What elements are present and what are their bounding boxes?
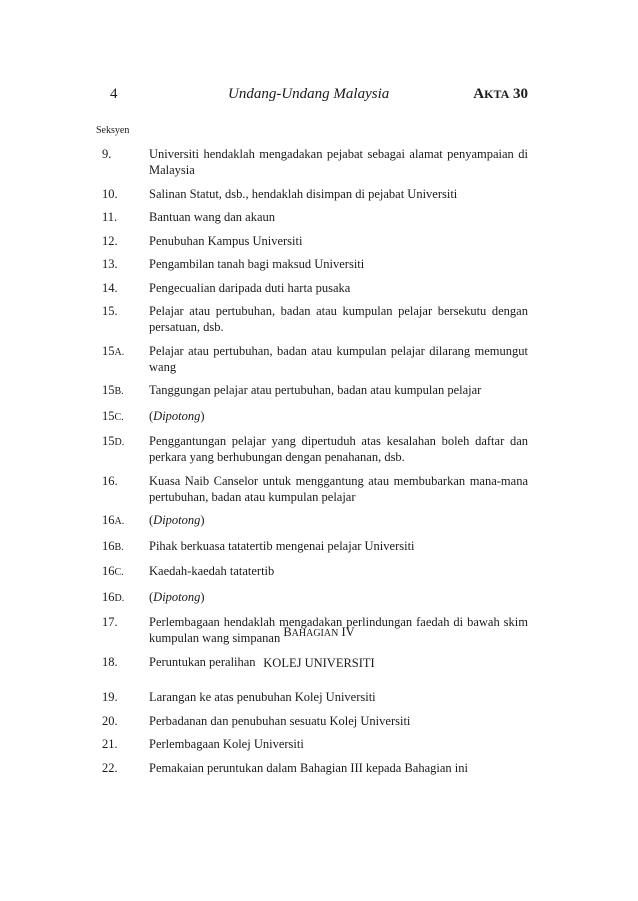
- section-title: (Dipotong): [149, 408, 205, 423]
- section-number: 15A.: [102, 343, 125, 358]
- section-title: Pelajar atau pertubuhan, badan atau kumpulan pelajar dilarang memungut wang: [149, 343, 528, 374]
- section-title: Salinan Statut, dsb., hendaklah disimpan di pejabat Universiti: [149, 186, 458, 201]
- section-number: 14.: [102, 280, 118, 295]
- section-title: (Dipotong): [149, 513, 205, 527]
- section-entry: [96, 280, 528, 296]
- section-number: 13.: [102, 257, 118, 271]
- section-title: Kaedah-kaedah tatatertib: [149, 564, 275, 578]
- section-entry: [96, 303, 528, 335]
- section-title: Perlembagaan Kolej Universiti: [149, 737, 304, 751]
- section-number: 20.: [102, 713, 118, 728]
- page-header: [110, 86, 528, 106]
- section-number: 22.: [102, 760, 118, 775]
- seksyen-label: Seksyen: [96, 125, 130, 136]
- act-number: AKTA 30: [473, 86, 528, 102]
- section-list-part4: [96, 689, 528, 783]
- section-number: 17.: [102, 615, 118, 629]
- section-number: 21.: [102, 737, 118, 751]
- section-title: Perlembagaan hendaklah mengadakan perlindungan faedah di bawah skim kumpulan wang simpanan: [149, 615, 528, 645]
- section-number: 9.: [102, 147, 112, 161]
- section-number: 15D.: [102, 434, 125, 448]
- section-title: Pelajar atau pertubuhan, badan atau kumpulan pelajar bersekutu dengan persatuan, dsb.: [149, 304, 528, 334]
- section-number: 10.: [102, 186, 118, 201]
- section-number: 16A.: [102, 513, 125, 527]
- part-title: KOLEJ UNIVERSITI: [263, 656, 375, 670]
- section-title: Peruntukan peralihan: [149, 654, 256, 669]
- section-entry: [96, 473, 528, 505]
- section-title: (Dipotong): [149, 589, 205, 604]
- section-entry: [96, 736, 528, 752]
- section-list: [96, 146, 528, 677]
- section-title: Penggantungan pelajar yang dipertuduh atas kesalahan boleh daftar dan perkara yang berhubungan dengan penahanan, dsb.: [149, 434, 528, 464]
- section-title: Perbadanan dan penubuhan sesuatu Kolej Universiti: [149, 713, 411, 728]
- section-entry: [96, 186, 528, 202]
- section-entry: [96, 146, 528, 178]
- act-title: Undang-Undang Malaysia: [228, 86, 390, 102]
- section-number: 18.: [102, 654, 118, 669]
- section-number: 19.: [102, 690, 118, 704]
- part-label: BAHAGIAN IV: [283, 625, 355, 639]
- section-title: Kuasa Naib Canselor untuk menggantung atau membubarkan mana-mana pertubuhan, badan atau kumpulan pelajar: [149, 473, 528, 504]
- section-number: 16C.: [102, 564, 124, 578]
- section-entry: [96, 713, 528, 729]
- section-title: Tanggungan pelajar atau pertubuhan, badan atau kumpulan pelajar: [149, 383, 482, 397]
- section-entry: [96, 589, 528, 607]
- section-title: Pengecualian daripada duti harta pusaka: [149, 280, 351, 295]
- section-number: 15C.: [102, 408, 124, 423]
- section-entry: [96, 512, 528, 530]
- section-title: Larangan ke atas penubuhan Kolej Universiti: [149, 690, 376, 704]
- page-number: 4: [110, 86, 118, 102]
- section-entry: [96, 382, 528, 400]
- section-number: 16B.: [102, 538, 124, 553]
- section-entry: [96, 538, 528, 556]
- section-number: 15.: [102, 304, 118, 318]
- section-number: 11.: [102, 210, 118, 224]
- section-entry: [96, 563, 528, 581]
- section-entry: [96, 760, 528, 776]
- section-entry: [96, 256, 528, 272]
- section-title: Penubuhan Kampus Universiti: [149, 233, 303, 248]
- section-title: Universiti hendaklah mengadakan pejabat sebagai alamat penyampaian di Malaysia: [149, 147, 528, 177]
- section-number: 16.: [102, 473, 118, 488]
- section-entry: [96, 209, 528, 225]
- section-entry: [96, 433, 528, 465]
- section-title: Pemakaian peruntukan dalam Bahagian III kepada Bahagian ini: [149, 760, 468, 775]
- section-number: 15B.: [102, 383, 124, 397]
- section-number: 12.: [102, 233, 118, 248]
- section-title: Pengambilan tanah bagi maksud Universiti: [149, 257, 365, 271]
- section-number: 16D.: [102, 589, 125, 604]
- section-entry: [96, 689, 528, 705]
- section-entry: [96, 233, 528, 249]
- section-title: Pihak berkuasa tatatertib mengenai pelajar Universiti: [149, 538, 415, 553]
- section-entry: [96, 408, 528, 426]
- section-title: Bantuan wang dan akaun: [149, 210, 276, 224]
- section-entry: [96, 343, 528, 375]
